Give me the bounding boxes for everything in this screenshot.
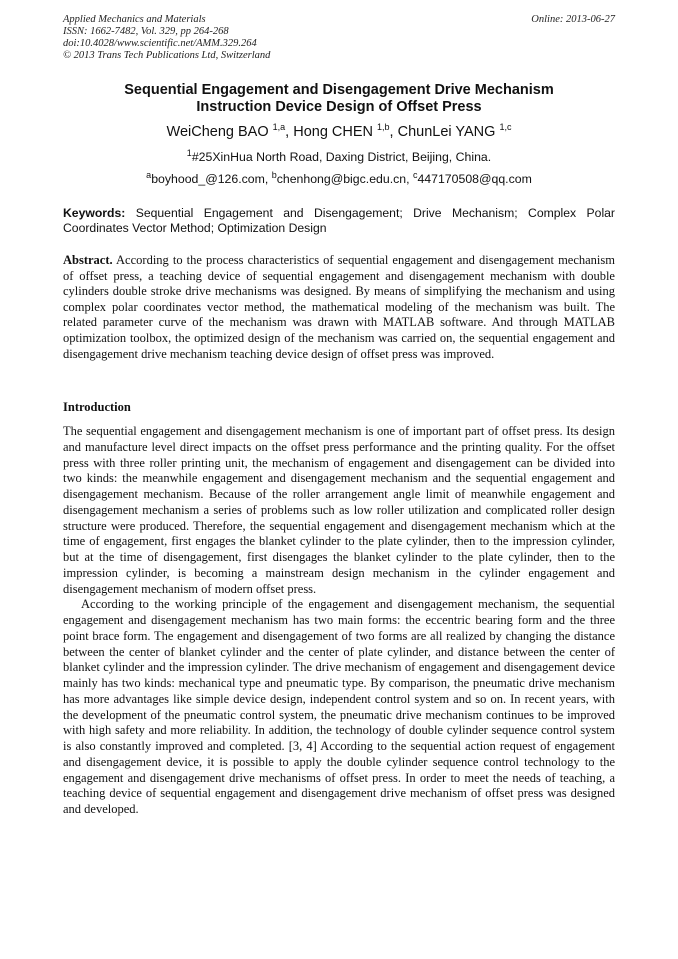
title-line-1: Sequential Engagement and Disengagement Drive Mechanism	[124, 82, 554, 98]
author-2-affil: 1,b	[377, 122, 390, 133]
issn-volume: ISSN: 1662-7482, Vol. 329, pp 264-268	[63, 26, 229, 37]
author-separator: ,	[285, 124, 294, 140]
email-b-marker: b	[271, 169, 277, 180]
author-separator: ,	[389, 124, 398, 140]
doi: doi:10.4028/www.scientific.net/AMM.329.264	[63, 38, 257, 49]
author-1-affil: 1,a	[272, 122, 286, 133]
keywords-text: Sequential Engagement and Disengagement; Drive Mechanism; Complex Polar Coordinates Vector Method; Optimization Design	[63, 206, 615, 235]
email-a: boyhood_@126.com,	[151, 172, 272, 186]
paragraph: According to the working principle of the engagement and disengagement mechanism, the sequential engagement and disengagement mechanism has two main forms: the eccentric bearing form and the three point brace form. The engagement and disengagement of two forms are all realized by changing the distance between the center of blanket cylinder and the center of plate cylinder, and distance between the center of blanket cylinder and the impression cylinder. The drive mechanism of engagement and disengagement device mainly has two kinds: mechanical type and pneumatic type. By comparison, the pneumatic drive mechanism has more advantages like simple device design, independent control system and so on. In recent years, with the development of the pneumatic control system, the pneumatic drive mechanism continues to be improved with high safety and more reliability. In addition, the technology of double cylinder sequence control system is also constantly improved and completed. [3, 4] According to the sequential action request of engagement and disengagement device, it is possible to apply the double cylinder sequence control technology to the engagement and disengagement drive mechanisms of offset press. In order to meet the needs of teaching, a teaching device of sequential engagement and disengagement drive mechanism of offset press was designed and developed.	[63, 597, 615, 816]
journal-name: Applied Mechanics and Materials	[63, 14, 206, 25]
online-date: Online: 2013-06-27	[531, 14, 615, 25]
author-3-affil: 1,c	[499, 122, 512, 133]
author-list	[40, 124, 638, 141]
journal-header	[63, 14, 615, 62]
keywords-label: Keywords:	[63, 206, 126, 220]
paragraph: The sequential engagement and disengagement mechanism is one of important part of offset press. Its design and manufacture level direct impacts on the offset press performance and the printing quality. For the offset press with three roller printing unit, the mechanism of engagement and disengagement can be divided into two kinds: the meanwhile engagement and disengagement mechanism and the sequential engagement and disengagement mechanism. Because of the roller arrangement angle limit of meanwhile engagement and disengagement mechanism a series of problems such as low roller utilization and complicated roller design structure were produced. Therefore, the sequential engagement and disengagement mechanism which at the time of engagement, first engages the blanket cylinder to the plate cylinder, then to the impression cylinder, but at the time of disengagement, first disengages the blanket cylinder to the plate cylinder, then to the impression cylinder, is becoming a mainstream design mechanism in the cylinder engagement and disengagement mechanism of modern offset press.	[63, 424, 615, 596]
affiliation-marker: 1	[186, 147, 192, 158]
paper-title	[40, 82, 638, 116]
email-c: 447170508@qq.com	[417, 172, 532, 186]
email-c-marker: c	[412, 169, 418, 180]
author-emails	[40, 169, 638, 186]
abstract-text: According to the process characteristics of sequential engagement and disengagement mechanism of offset press, a teaching device of sequential engagement and disengagement mechanism with double cylinders double stroke drive mechanisms was designed. By means of simplifying the mechanism and using complex polar coordinates vector method, the mathematical modeling of the mechanism was built. The related parameter curve of the mechanism was drawn with MATLAB software. And through MATLAB optimization toolbox, the optimized design of the mechanism was carried on, the sequential engagement and disengagement drive mechanism teaching device design of offset press was improved.	[63, 253, 615, 361]
copyright: © 2013 Trans Tech Publications Ltd, Switzerland	[63, 50, 271, 61]
section-heading-introduction: Introduction	[63, 400, 131, 414]
title-line-2: Instruction Device Design of Offset Press	[196, 99, 482, 115]
keywords	[63, 206, 615, 236]
author-3: ChunLei YANG	[397, 124, 496, 140]
abstract	[63, 253, 615, 362]
author-2: Hong CHEN	[293, 124, 373, 140]
email-b: chenhong@bigc.edu.cn,	[276, 172, 413, 186]
abstract-label: Abstract.	[63, 253, 113, 267]
introduction-body	[63, 424, 615, 818]
affiliation-text: #25XinHua North Road, Daxing District, Beijing, China.	[191, 150, 492, 164]
author-1: WeiCheng BAO	[166, 124, 269, 140]
email-a-marker: a	[146, 169, 152, 180]
affiliation	[40, 147, 638, 164]
